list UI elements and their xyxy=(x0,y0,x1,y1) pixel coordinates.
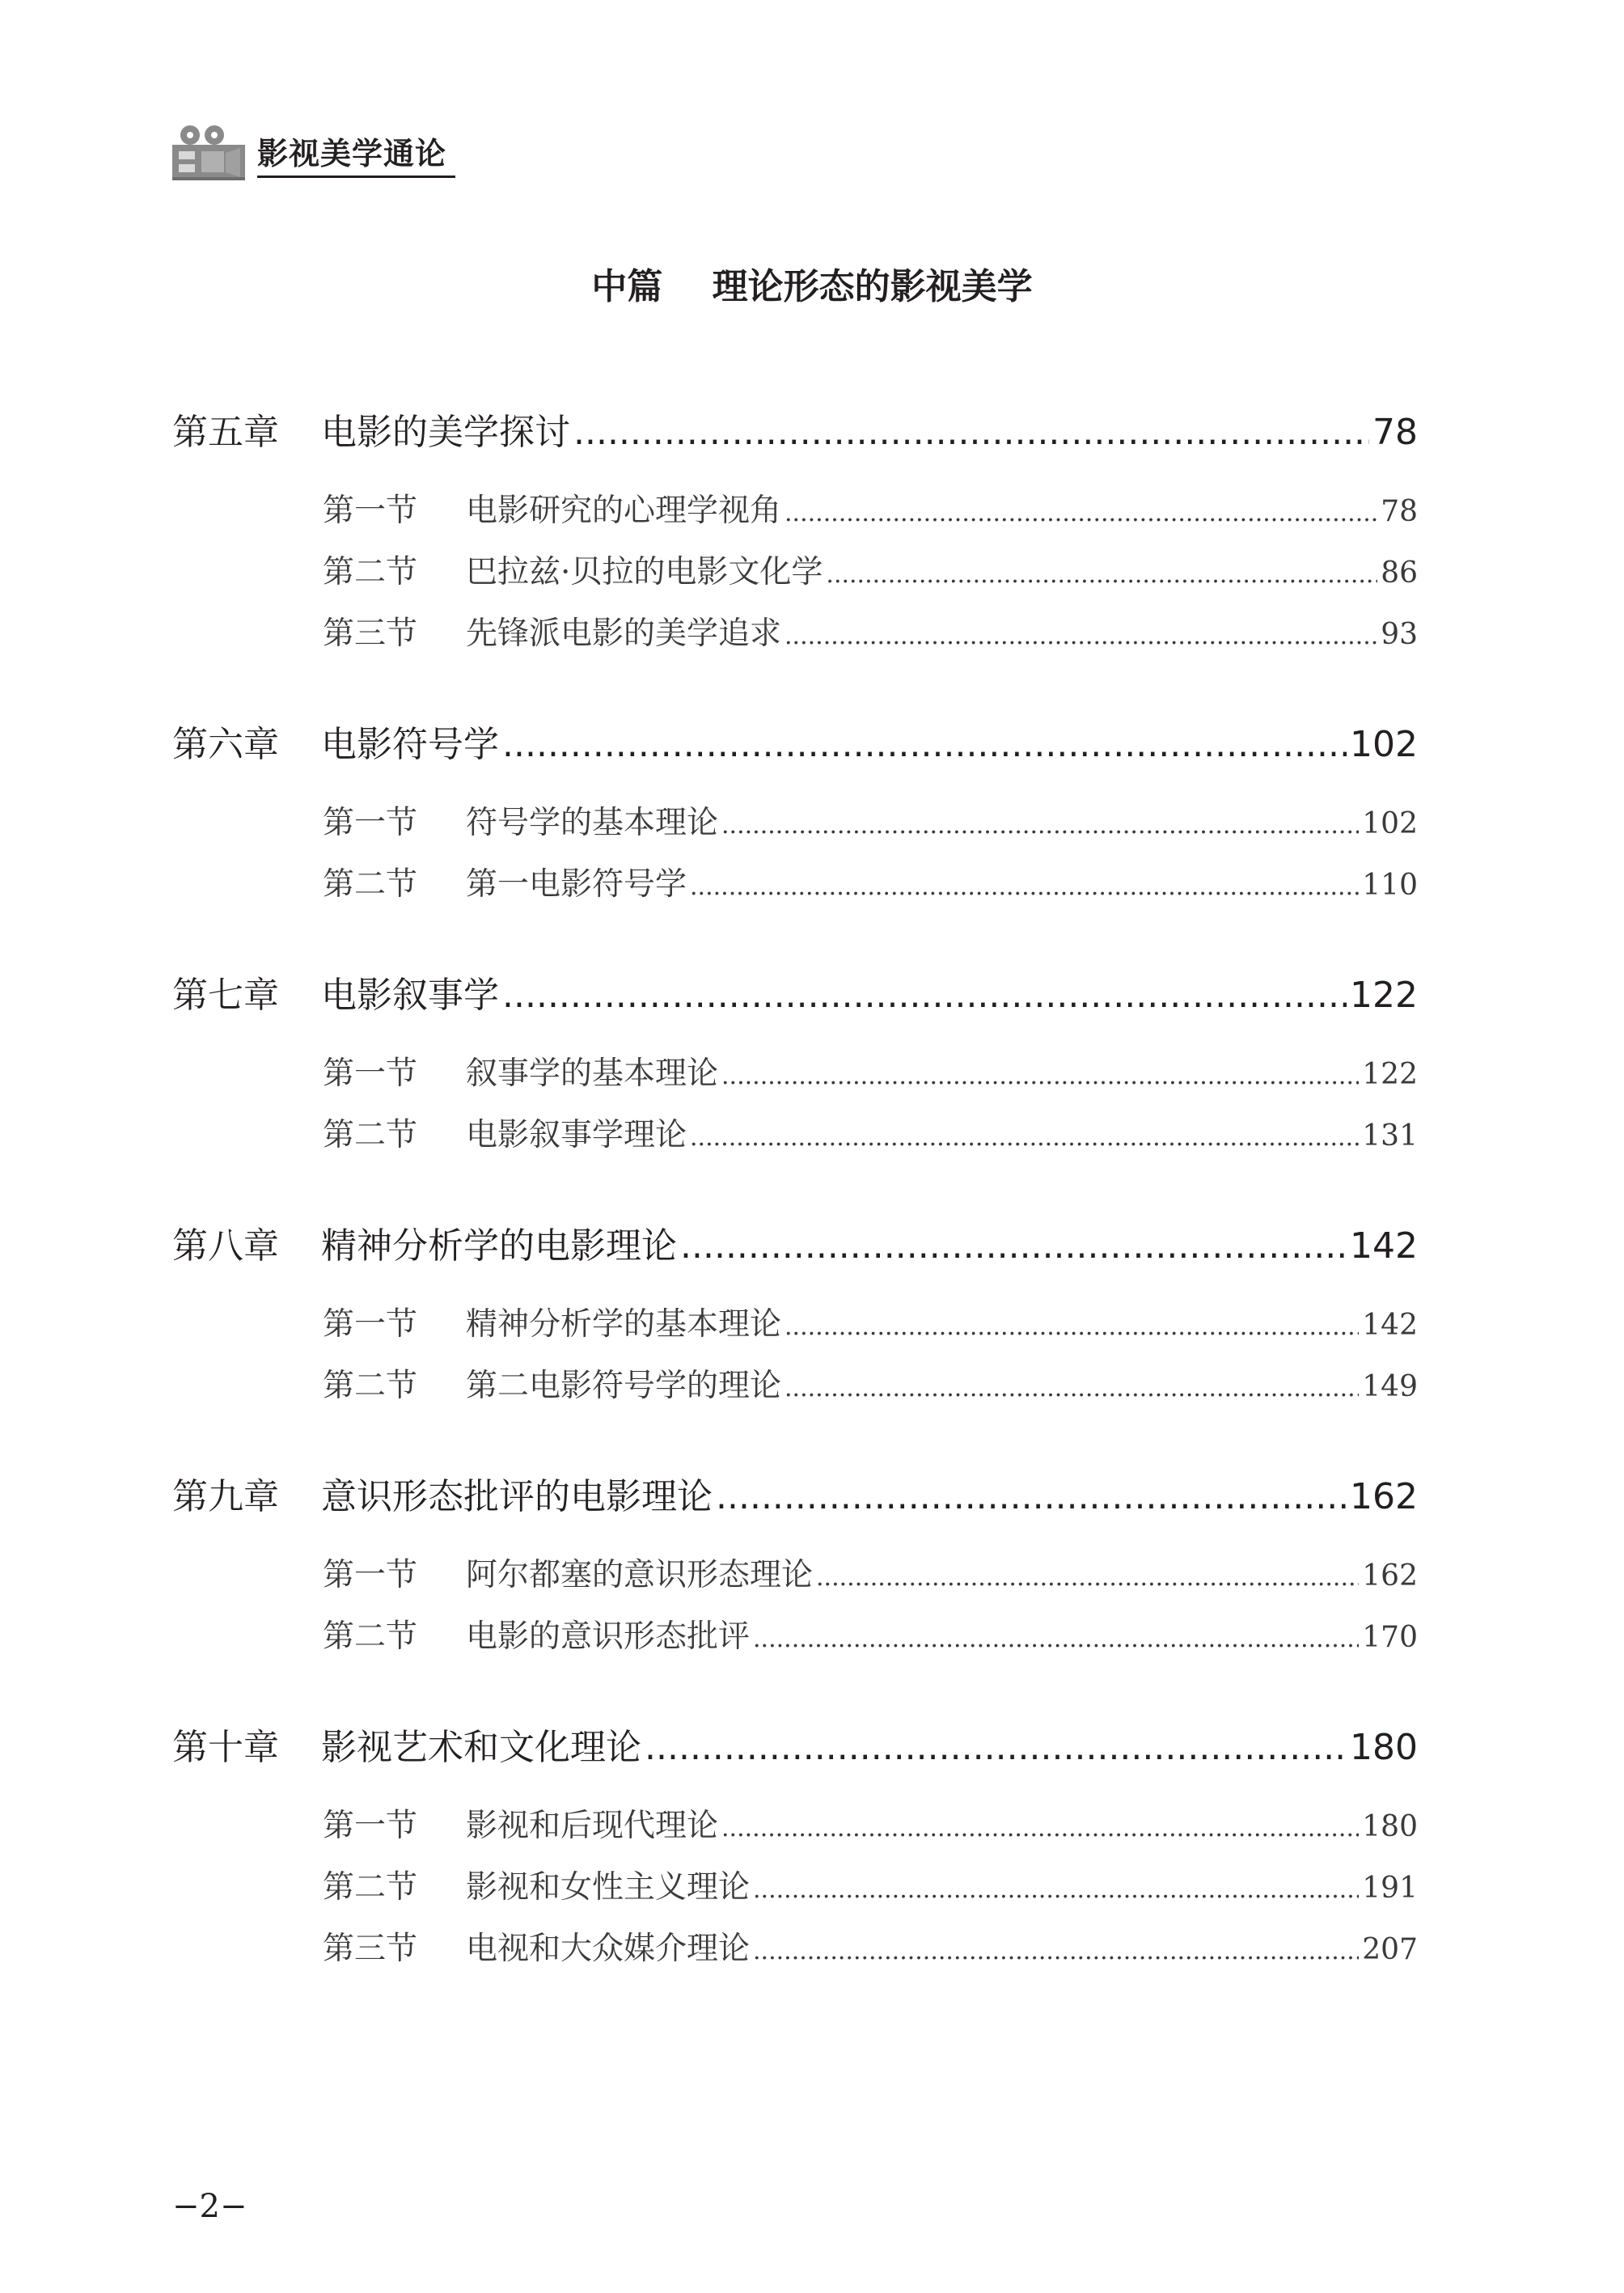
section-number: 第一节 xyxy=(323,805,418,841)
chapter-number: 第五章 xyxy=(172,412,279,453)
chapter-number: 第八章 xyxy=(172,1225,279,1267)
section-list xyxy=(172,1273,1418,1422)
section-page-number: 86 xyxy=(1381,556,1418,590)
section-title: 影视和女性主义理论 xyxy=(466,1869,751,1906)
section-title: 第二电影符号学的理论 xyxy=(466,1368,782,1404)
section-number: 第三节 xyxy=(323,1931,418,1967)
film-camera-icon xyxy=(172,124,245,180)
chapter-title: 电影符号学 xyxy=(321,724,499,765)
section-title: 精神分析学的基本理论 xyxy=(466,1306,782,1343)
chapter-number: 第十章 xyxy=(172,1727,279,1768)
chapter-entry xyxy=(172,966,1418,1171)
chapter-row[interactable] xyxy=(172,403,1418,459)
section-number: 第二节 xyxy=(323,1869,418,1906)
section-number: 第二节 xyxy=(323,1368,418,1404)
section-title: 符号学的基本理论 xyxy=(466,805,719,841)
section-number: 第一节 xyxy=(323,1056,418,1092)
section-list xyxy=(172,1022,1418,1171)
section-row[interactable] xyxy=(323,1611,1418,1673)
section-page-number: 170 xyxy=(1362,1621,1418,1654)
section-row[interactable] xyxy=(323,1110,1418,1171)
section-page-number: 93 xyxy=(1381,618,1418,651)
section-row[interactable] xyxy=(323,1923,1418,1985)
section-list xyxy=(172,772,1418,920)
section-number: 第二节 xyxy=(323,866,418,903)
chapter-number: 第九章 xyxy=(172,1476,279,1517)
section-row[interactable] xyxy=(323,547,1418,608)
chapter-page-number: 78 xyxy=(1372,412,1418,453)
section-number: 第二节 xyxy=(323,554,418,590)
chapter-row[interactable] xyxy=(172,1718,1418,1775)
section-row[interactable] xyxy=(323,1800,1418,1862)
chapter-title: 意识形态批评的电影理论 xyxy=(321,1476,713,1517)
page-number: −2− xyxy=(172,2188,247,2225)
chapter-row[interactable] xyxy=(172,1467,1418,1524)
dot-leader xyxy=(573,412,1369,453)
header-underline xyxy=(257,176,455,178)
dot-leader xyxy=(753,1937,1359,1965)
section-page-number: 122 xyxy=(1362,1058,1418,1091)
dot-leader xyxy=(645,1727,1347,1768)
dot-leader xyxy=(785,1374,1359,1402)
dot-leader xyxy=(753,1876,1359,1904)
section-list xyxy=(172,459,1418,670)
book-title: 影视美学通论 xyxy=(257,135,447,171)
section-page-number: 207 xyxy=(1362,1933,1418,1966)
chapter-title: 精神分析学的电影理论 xyxy=(321,1225,677,1267)
chapter-page-number: 142 xyxy=(1350,1225,1418,1267)
section-row[interactable] xyxy=(323,1299,1418,1360)
chapter-entry xyxy=(172,1467,1418,1673)
dot-leader xyxy=(721,1062,1359,1090)
chapter-page-number: 162 xyxy=(1350,1476,1418,1517)
section-number: 第二节 xyxy=(323,1618,418,1655)
section-title: 电影研究的心理学视角 xyxy=(466,493,782,529)
dot-leader xyxy=(753,1625,1359,1653)
section-title: 电影叙事学理论 xyxy=(466,1117,687,1153)
section-title: 阿尔都塞的意识形态理论 xyxy=(466,1557,814,1593)
chapter-page-number: 102 xyxy=(1350,724,1418,765)
section-page-number: 191 xyxy=(1362,1872,1418,1905)
chapter-entry xyxy=(172,1216,1418,1422)
dot-leader xyxy=(716,1476,1347,1517)
section-number: 第一节 xyxy=(323,493,418,529)
dot-leader xyxy=(680,1225,1347,1267)
section-page-number: 180 xyxy=(1362,1810,1418,1843)
section-page-number: 131 xyxy=(1362,1119,1418,1153)
section-page-number: 142 xyxy=(1362,1309,1418,1342)
chapter-title: 电影叙事学 xyxy=(321,975,499,1016)
chapter-number: 第六章 xyxy=(172,724,279,765)
section-title: 电视和大众媒介理论 xyxy=(466,1931,751,1967)
chapter-title: 电影的美学探讨 xyxy=(321,412,570,453)
section-title: 电影的意识形态批评 xyxy=(466,1618,751,1655)
dot-leader xyxy=(690,873,1359,901)
section-number: 第一节 xyxy=(323,1306,418,1343)
dot-leader xyxy=(690,1123,1359,1152)
section-row[interactable] xyxy=(323,1360,1418,1422)
section-row[interactable] xyxy=(323,1862,1418,1923)
chapter-number: 第七章 xyxy=(172,975,279,1016)
section-row[interactable] xyxy=(323,797,1418,859)
chapter-row[interactable] xyxy=(172,966,1418,1022)
section-row[interactable] xyxy=(323,1550,1418,1611)
section-number: 第三节 xyxy=(323,616,418,652)
section-title: 影视和后现代理论 xyxy=(466,1808,719,1844)
section-row[interactable] xyxy=(323,859,1418,920)
section-row[interactable] xyxy=(323,1048,1418,1110)
section-number: 第二节 xyxy=(323,1117,418,1153)
dot-leader xyxy=(502,724,1347,765)
section-number: 第一节 xyxy=(323,1808,418,1844)
section-page-number: 78 xyxy=(1381,495,1418,528)
section-list xyxy=(172,1524,1418,1673)
running-header xyxy=(172,117,463,182)
dot-leader xyxy=(816,1563,1359,1592)
section-page-number: 110 xyxy=(1362,869,1418,902)
section-title: 先锋派电影的美学追求 xyxy=(466,616,782,652)
section-title: 第一电影符号学 xyxy=(466,866,687,903)
table-of-contents xyxy=(172,403,1418,2030)
section-number: 第一节 xyxy=(323,1557,418,1593)
dot-leader xyxy=(502,975,1347,1016)
chapter-page-number: 122 xyxy=(1350,975,1418,1016)
dot-leader xyxy=(826,561,1377,589)
chapter-title: 影视艺术和文化理论 xyxy=(321,1727,641,1768)
chapter-entry xyxy=(172,715,1418,920)
part-title: 中篇 理论形态的影视美学 xyxy=(591,266,1033,307)
section-list xyxy=(172,1775,1418,1985)
section-row[interactable] xyxy=(323,485,1418,547)
chapter-row[interactable] xyxy=(172,1216,1418,1273)
dot-leader xyxy=(785,622,1377,650)
section-page-number: 102 xyxy=(1362,807,1418,840)
chapter-row[interactable] xyxy=(172,715,1418,772)
section-page-number: 162 xyxy=(1362,1559,1418,1593)
dot-leader xyxy=(721,1814,1359,1842)
chapter-entry xyxy=(172,403,1418,670)
chapter-entry xyxy=(172,1718,1418,1985)
dot-leader xyxy=(785,499,1377,527)
dot-leader xyxy=(721,811,1359,840)
section-row[interactable] xyxy=(323,608,1418,670)
chapter-page-number: 180 xyxy=(1350,1727,1418,1768)
dot-leader xyxy=(785,1313,1359,1341)
section-title: 叙事学的基本理论 xyxy=(466,1056,719,1092)
section-title: 巴拉兹·贝拉的电影文化学 xyxy=(466,554,823,590)
section-page-number: 149 xyxy=(1362,1370,1418,1403)
